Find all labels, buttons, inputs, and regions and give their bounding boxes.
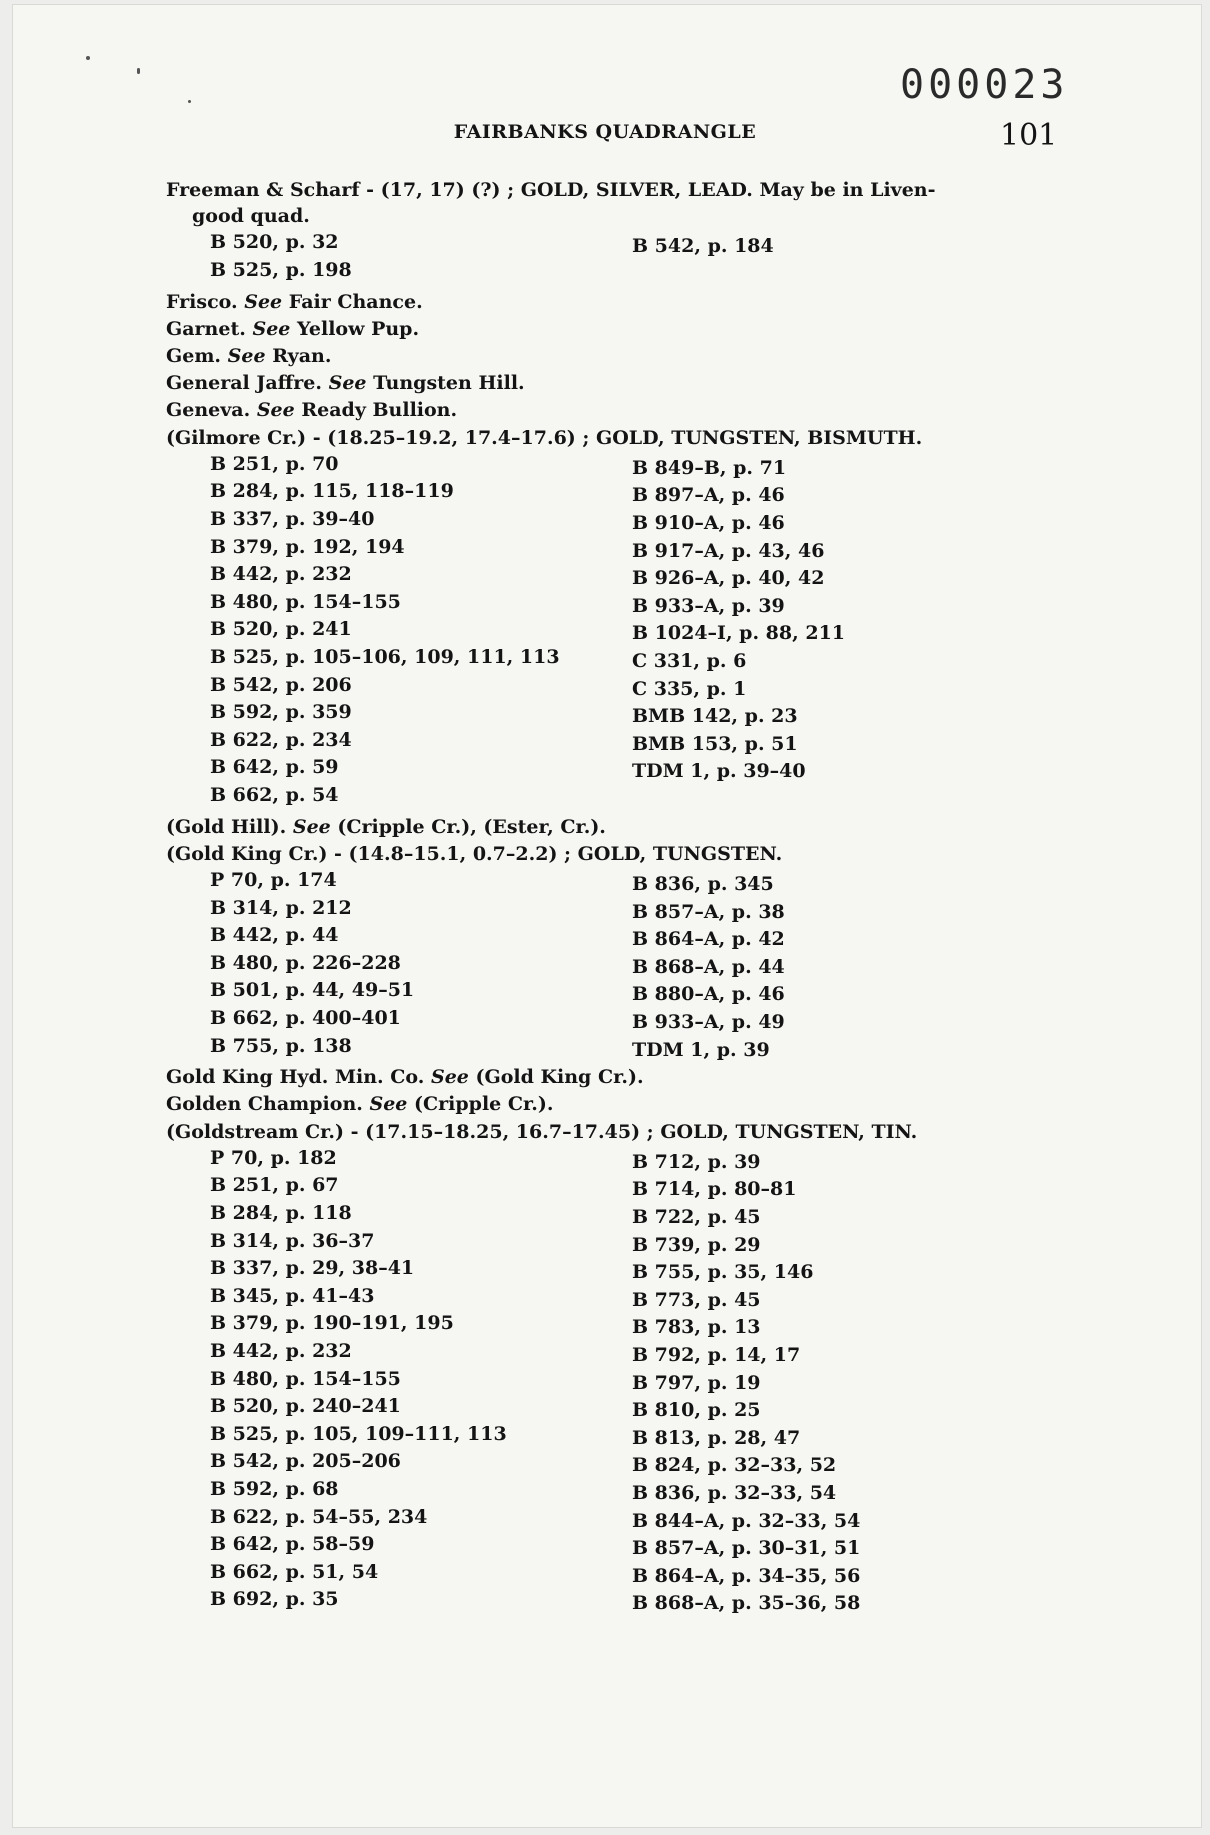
see-target: Fair Chance. [288, 290, 423, 313]
entry-heading: (Gilmore Cr.) - (18.25–19.2, 17.4–17.6) ; GOLD, TUNGSTEN, BISMUTH. [166, 426, 923, 449]
cross-reference-entry [166, 1092, 553, 1116]
see-label: See [256, 399, 295, 422]
see-target: Ready Bullion. [301, 399, 458, 422]
cross-reference-entry [166, 815, 606, 839]
reference-right: B 880–A, p. 46 [632, 983, 785, 1006]
reference-right: B 917–A, p. 43, 46 [632, 539, 825, 562]
reference-left: B 622, p. 54–55, 234 [210, 1505, 428, 1528]
reference-left: B 755, p. 138 [210, 1034, 352, 1057]
reference-right: B 714, p. 80–81 [632, 1178, 797, 1201]
reference-right: B 797, p. 19 [632, 1371, 761, 1394]
see-target: (Gold King Cr.). [475, 1066, 644, 1089]
entry-heading: Freeman & Scharf - (17, 17) (?) ; GOLD, SILVER, LEAD. May be in Liven- [166, 179, 936, 201]
reference-left: B 284, p. 118 [210, 1202, 352, 1224]
reference-left: B 662, p. 54 [210, 784, 339, 806]
reference-left: P 70, p. 182 [210, 1146, 337, 1169]
reference-right: B 755, p. 35, 146 [632, 1261, 814, 1284]
entry-name: Golden Champion. [166, 1093, 363, 1116]
see-label: See [252, 317, 291, 340]
page-sheet [12, 4, 1202, 1828]
document-number: 000023 [900, 62, 1069, 108]
reference-right: B 813, p. 28, 47 [632, 1426, 801, 1449]
reference-right: TDM 1, p. 39–40 [632, 760, 806, 783]
reference-left: B 525, p. 105–106, 109, 111, 113 [210, 646, 560, 668]
reference-left: B 314, p. 212 [210, 896, 352, 919]
reference-left: B 337, p. 29, 38–41 [210, 1257, 415, 1280]
see-label: See [292, 815, 331, 838]
reference-right: B 897–A, p. 46 [632, 484, 785, 507]
reference-left: B 662, p. 51, 54 [210, 1560, 379, 1583]
reference-left: B 314, p. 36–37 [210, 1229, 375, 1252]
reference-left: B 337, p. 39–40 [210, 508, 375, 530]
ink-speck [86, 56, 90, 60]
reference-right: B 810, p. 25 [632, 1399, 761, 1422]
cross-reference-entry [166, 1065, 644, 1089]
reference-right: B 1024–I, p. 88, 211 [632, 622, 846, 645]
reference-left: B 520, p. 32 [210, 231, 339, 254]
reference-right: B 792, p. 14, 17 [632, 1344, 801, 1366]
see-label: See [328, 372, 367, 395]
ink-speck [188, 100, 191, 103]
reference-right: B 868–A, p. 44 [632, 955, 785, 978]
entry-heading-continuation: good quad. [192, 205, 310, 228]
see-label: See [430, 1066, 469, 1089]
reference-right: BMB 142, p. 23 [632, 705, 798, 728]
entry-name: Frisco. [166, 290, 238, 313]
reference-left: P 70, p. 174 [210, 869, 337, 891]
reference-right: B 868–A, p. 35–36, 58 [632, 1592, 861, 1615]
cross-reference-entry [166, 398, 457, 422]
entry-name: Gem. [166, 345, 222, 367]
entry-heading: (Gold King Cr.) - (14.8–15.1, 0.7–2.2) ; GOLD, TUNGSTEN. [166, 842, 783, 865]
reference-right: C 335, p. 1 [632, 677, 747, 700]
reference-left: B 501, p. 44, 49–51 [210, 979, 415, 1002]
reference-left: B 542, p. 205–206 [210, 1450, 401, 1473]
page-title: FAIRBANKS QUADRANGLE [453, 121, 757, 143]
reference-left: B 520, p. 240–241 [210, 1395, 401, 1418]
reference-left: B 592, p. 359 [210, 701, 352, 724]
reference-left: B 442, p. 232 [210, 563, 352, 586]
see-target: Yellow Pup. [297, 317, 420, 340]
page-number: 101 [1000, 118, 1058, 153]
reference-left: B 251, p. 70 [210, 452, 339, 475]
see-target: (Cripple Cr.), (Ester, Cr.). [337, 815, 606, 838]
entry-name: Garnet. [166, 317, 246, 340]
cross-reference-entry [166, 290, 423, 314]
reference-left: B 442, p. 44 [210, 924, 339, 947]
see-target: Ryan. [272, 345, 332, 367]
reference-right: B 864–A, p. 34–35, 56 [632, 1564, 861, 1587]
reference-left: B 542, p. 206 [210, 673, 352, 696]
reference-left: B 642, p. 59 [210, 756, 339, 779]
reference-left: B 442, p. 232 [210, 1340, 352, 1362]
reference-right: B 712, p. 39 [632, 1150, 761, 1173]
reference-left: B 592, p. 68 [210, 1478, 339, 1500]
reference-right: B 836, p. 32–33, 54 [632, 1482, 837, 1504]
reference-left: B 345, p. 41–43 [210, 1284, 375, 1307]
entry-name: (Gold Hill). [166, 815, 287, 838]
reference-left: B 525, p. 198 [210, 259, 352, 281]
ink-speck [137, 68, 140, 74]
reference-right: B 844–A, p. 32–33, 54 [632, 1509, 861, 1532]
reference-left: B 520, p. 241 [210, 618, 352, 641]
reference-right: B 773, p. 45 [632, 1288, 761, 1311]
cross-reference-entry [166, 371, 525, 395]
reference-right: B 864–A, p. 42 [632, 928, 785, 951]
reference-left: B 251, p. 67 [210, 1174, 339, 1197]
reference-left: B 480, p. 226–228 [210, 951, 401, 974]
reference-right: TDM 1, p. 39 [632, 1038, 770, 1061]
see-label: See [369, 1093, 408, 1116]
reference-right: B 926–A, p. 40, 42 [632, 567, 825, 590]
reference-right: B 910–A, p. 46 [632, 512, 785, 534]
see-target: (Cripple Cr.). [414, 1093, 554, 1116]
cross-reference-entry [166, 344, 331, 368]
entry-name: General Jaffre. [166, 372, 322, 395]
reference-left: B 379, p. 192, 194 [210, 535, 405, 558]
reference-left: B 284, p. 115, 118–119 [210, 480, 454, 503]
reference-left: B 662, p. 400–401 [210, 1007, 401, 1029]
reference-right: B 933–A, p. 49 [632, 1011, 785, 1033]
reference-right: B 933–A, p. 39 [632, 594, 785, 617]
entry-heading: (Goldstream Cr.) - (17.15–18.25, 16.7–17.45) ; GOLD, TUNGSTEN, TIN. [166, 1120, 918, 1143]
reference-left: B 642, p. 58–59 [210, 1533, 375, 1556]
reference-right: B 857–A, p. 38 [632, 900, 785, 923]
reference-right: B 849–B, p. 71 [632, 456, 787, 479]
reference-right: B 857–A, p. 30–31, 51 [632, 1537, 861, 1560]
reference-right: B 739, p. 29 [632, 1233, 761, 1256]
reference-right: B 722, p. 45 [632, 1206, 761, 1228]
reference-right: B 824, p. 32–33, 52 [632, 1454, 837, 1477]
entry-name: Gold King Hyd. Min. Co. [166, 1066, 425, 1089]
cross-reference-entry [166, 317, 419, 341]
entry-name: Geneva. [166, 399, 251, 422]
reference-left: B 379, p. 190–191, 195 [210, 1312, 454, 1335]
see-target: Tungsten Hill. [373, 372, 525, 395]
see-label: See [227, 345, 266, 367]
reference-left: B 480, p. 154–155 [210, 590, 401, 613]
reference-left: B 622, p. 234 [210, 728, 352, 751]
see-label: See [244, 290, 283, 313]
reference-right: C 331, p. 6 [632, 650, 747, 672]
reference-left: B 480, p. 154–155 [210, 1367, 401, 1390]
reference-right: BMB 153, p. 51 [632, 732, 798, 755]
reference-left: B 692, p. 35 [210, 1588, 339, 1611]
reference-right: B 542, p. 184 [632, 235, 774, 258]
reference-right: B 783, p. 13 [632, 1316, 761, 1339]
reference-right: B 836, p. 345 [632, 873, 774, 895]
reference-left: B 525, p. 105, 109–111, 113 [210, 1422, 507, 1445]
